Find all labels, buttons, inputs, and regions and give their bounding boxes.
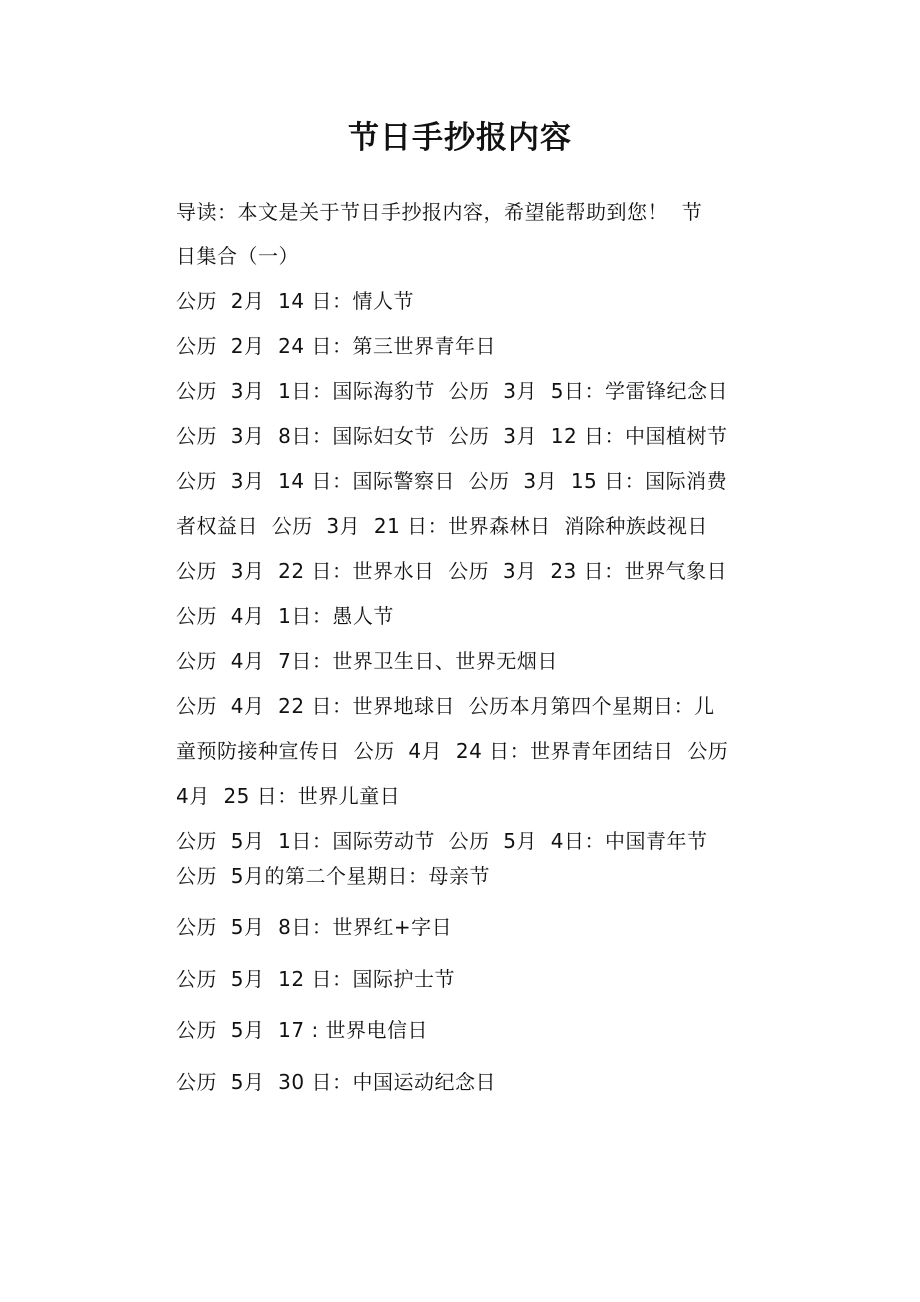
holiday-line: 童预防接种宣传日 公历 4月 24 日：世界青年团结日 公历 bbox=[176, 739, 729, 763]
intro-line-1: 导读：本文是关于节日手抄报内容，希望能帮助到您！ 节 bbox=[176, 200, 703, 224]
holiday-line: 公历 5月 12 日：国际护士节 bbox=[176, 967, 455, 991]
holiday-line: 公历 5月 30 日：中国运动纪念日 bbox=[176, 1070, 496, 1094]
holiday-line: 公历 4月 7日：世界卫生日、世界无烟日 bbox=[176, 649, 558, 673]
holiday-line: 公历 3月 14 日：国际警察日 公历 3月 15 日：国际消费 bbox=[176, 469, 728, 493]
holiday-line: 公历 4月 22 日：世界地球日 公历本月第四个星期日：儿 bbox=[176, 694, 715, 718]
holiday-line: 者权益日 公历 3月 21 日：世界森林日 消除种族歧视日 bbox=[176, 514, 708, 538]
holiday-line: 公历 5月 8日：世界红+字日 bbox=[176, 915, 453, 939]
holiday-line: 公历 3月 8日：国际妇女节 公历 3月 12 日：中国植树节 bbox=[176, 424, 728, 448]
holiday-line: 公历 5月 17 : 世界电信日 bbox=[176, 1018, 429, 1042]
holiday-line: 公历 5月的第二个星期日：母亲节 bbox=[176, 864, 490, 888]
holiday-line: 4月 25 日：世界儿童日 bbox=[176, 784, 401, 808]
intro-line-2: 日集合（一） bbox=[176, 244, 299, 268]
holiday-line: 公历 2月 14 日：情人节 bbox=[176, 289, 414, 313]
holiday-line: 公历 5月 1日：国际劳动节 公历 5月 4日：中国青年节 bbox=[176, 829, 708, 853]
holiday-line: 公历 3月 1日：国际海豹节 公历 3月 5日：学雷锋纪念日 bbox=[176, 379, 728, 403]
document-title: 节日手抄报内容 bbox=[348, 120, 572, 156]
holiday-line: 公历 4月 1日：愚人节 bbox=[176, 604, 394, 628]
holiday-line: 公历 3月 22 日：世界水日 公历 3月 23 日：世界气象日 bbox=[176, 559, 728, 583]
holiday-line: 公历 2月 24 日：第三世界青年日 bbox=[176, 334, 496, 358]
